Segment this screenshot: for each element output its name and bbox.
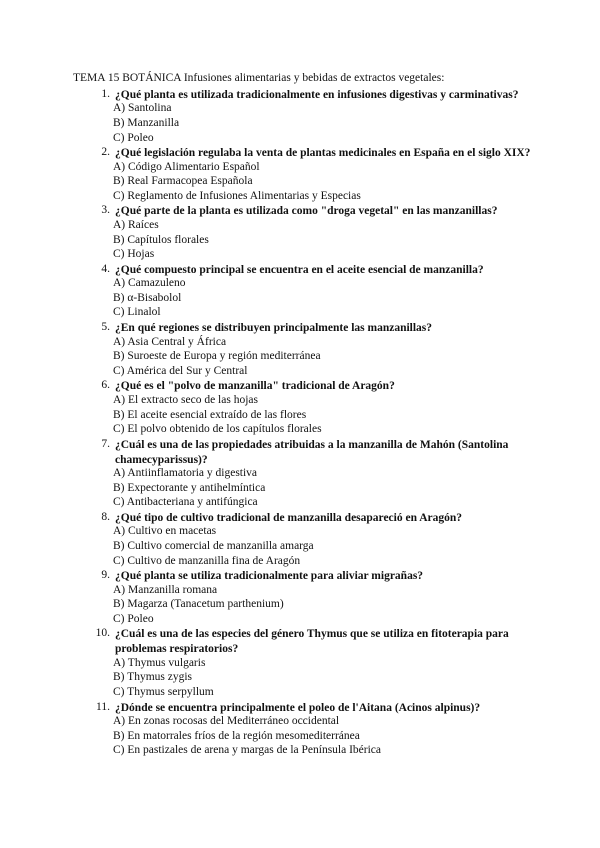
question-text: ¿Dónde se encuentra principalmente el poleo de l'Aitana (Acinos alpinus)? — [115, 702, 481, 714]
option-a: A) Raíces — [113, 219, 159, 231]
option-c: C) Antibacteriana y antifúngica — [113, 496, 258, 508]
question-number: 10. — [95, 627, 110, 639]
document-title: TEMA 15 BOTÁNICA Infusiones alimentarias y bebidas de extractos vegetales: — [73, 72, 445, 84]
option-a: A) Antiinflamatoria y digestiva — [113, 467, 258, 479]
question-number: 5. — [101, 321, 110, 333]
option-c: C) América del Sur y Central — [113, 365, 248, 377]
question-number: 1. — [101, 88, 110, 100]
option-b: B) Suroeste de Europa y región mediterránea — [113, 350, 321, 362]
option-c: C) Hojas — [113, 248, 155, 260]
question-text: ¿En qué regiones se distribuyen principalmente las manzanillas? — [115, 322, 433, 334]
option-c: C) Linalol — [113, 306, 161, 318]
option-a: A) Camazuleno — [113, 277, 186, 289]
question-text: ¿Cuál es una de las especies del género Thymus que se utiliza en fitoterapia para problemas respiratorios? — [115, 628, 509, 655]
option-a: A) El extracto seco de las hojas — [113, 394, 258, 406]
question-text: ¿Qué planta es utilizada tradicionalmente en infusiones digestivas y carminativas? — [115, 89, 519, 101]
option-c: C) El polvo obtenido de los capítulos florales — [113, 423, 322, 435]
question-text: ¿Qué parte de la planta es utilizada como "droga vegetal" en las manzanillas? — [115, 205, 498, 217]
option-b: B) Cultivo comercial de manzanilla amarga — [113, 540, 314, 552]
option-c: C) Reglamento de Infusiones Alimentarias y Especias — [113, 190, 361, 202]
option-b: B) Manzanilla — [113, 117, 180, 129]
option-b: B) Expectorante y antihelmíntica — [113, 482, 266, 494]
question-text: ¿Qué legislación regulaba la venta de plantas medicinales en España en el siglo XIX? — [115, 147, 531, 159]
option-b: B) En matorrales fríos de la región mesomediterránea — [113, 730, 360, 742]
question-text: ¿Cuál es una de las propiedades atribuidas a la manzanilla de Mahón (Santolina chamecyparissus)? — [115, 439, 509, 466]
option-a: A) En zonas rocosas del Mediterráneo occidental — [113, 715, 340, 727]
option-a: A) Asia Central y África — [113, 336, 227, 348]
option-b: B) El aceite esencial extraído de las flores — [113, 409, 307, 421]
option-c: C) En pastizales de arena y margas de la Península Ibérica — [113, 744, 382, 756]
question-number: 11. — [96, 701, 110, 713]
question-text: ¿Qué compuesto principal se encuentra en el aceite esencial de manzanilla? — [115, 264, 484, 276]
question-number: 9. — [101, 569, 110, 581]
option-c: C) Cultivo de manzanilla fina de Aragón — [113, 555, 301, 567]
question-text: ¿Qué planta se utiliza tradicionalmente para aliviar migrañas? — [115, 570, 424, 582]
option-b: B) Magarza (Tanacetum parthenium) — [113, 598, 284, 610]
question-number: 6. — [101, 379, 110, 391]
option-c: C) Poleo — [113, 132, 154, 144]
option-b: B) Real Farmacopea Española — [113, 175, 253, 187]
option-a: A) Cultivo en macetas — [113, 525, 217, 537]
option-c: C) Thymus serpyllum — [113, 686, 214, 698]
question-number: 4. — [101, 263, 110, 275]
option-b: B) α-Bisabolol — [113, 292, 182, 304]
question-number: 2. — [101, 146, 110, 158]
option-a: A) Thymus vulgaris — [113, 657, 206, 669]
option-a: A) Manzanilla romana — [113, 584, 218, 596]
question-number: 3. — [101, 204, 110, 216]
option-a: A) Santolina — [113, 102, 172, 114]
question-text: ¿Qué es el "polvo de manzanilla" tradicional de Aragón? — [115, 380, 395, 392]
option-b: B) Thymus zygis — [113, 671, 193, 683]
option-c: C) Poleo — [113, 613, 154, 625]
option-b: B) Capítulos florales — [113, 234, 209, 246]
option-a: A) Código Alimentario Español — [113, 161, 260, 173]
question-number: 7. — [101, 438, 110, 450]
question-text: ¿Qué tipo de cultivo tradicional de manzanilla desapareció en Aragón? — [115, 512, 463, 524]
question-number: 8. — [101, 511, 110, 523]
